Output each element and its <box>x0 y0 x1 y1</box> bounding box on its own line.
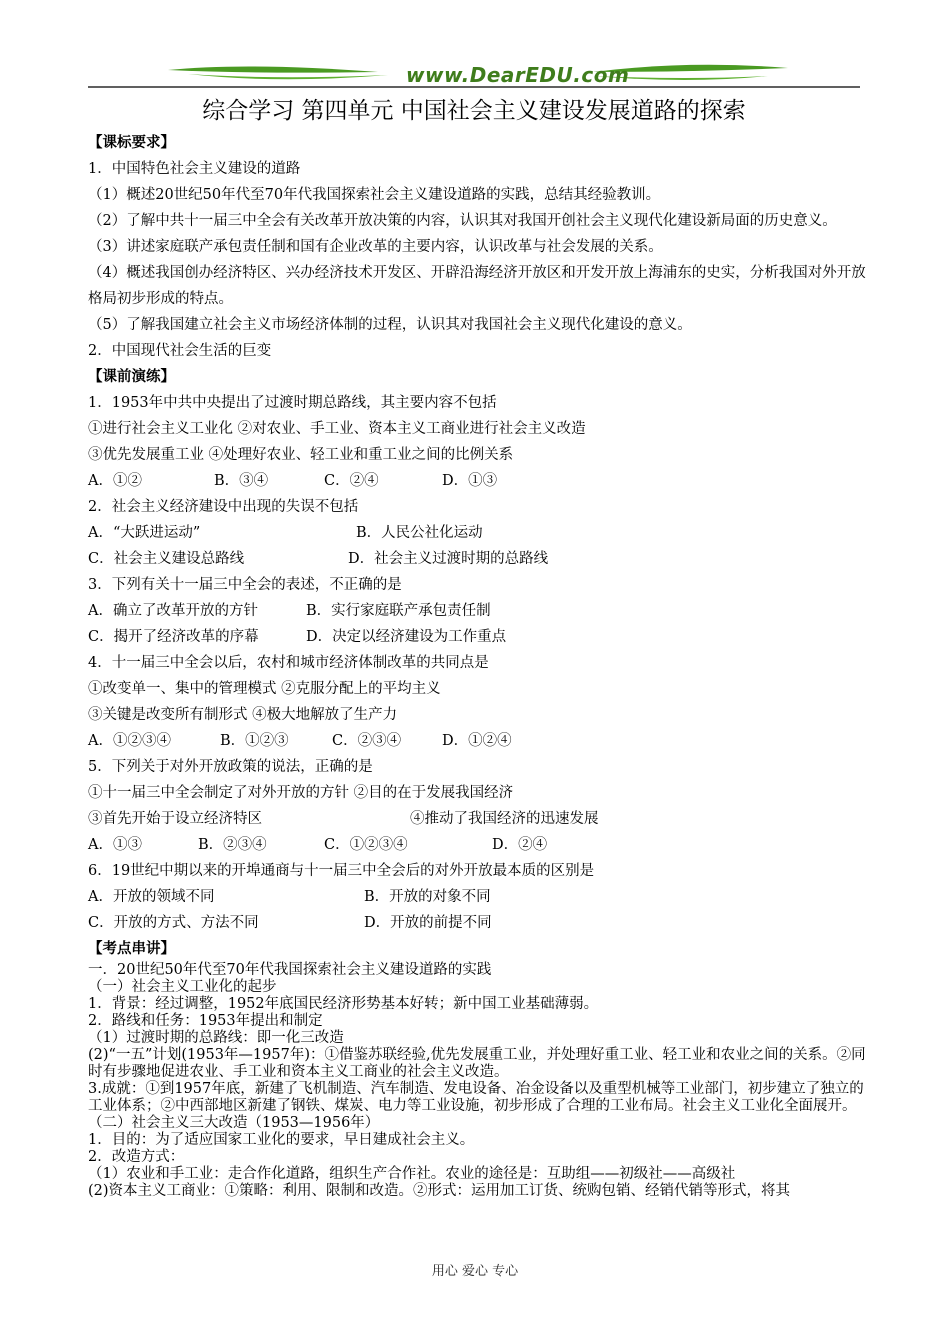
option-d: D．①②④ <box>442 733 512 749</box>
option-c: C．①②③④ <box>324 837 408 853</box>
document-body <box>88 130 866 1200</box>
option-d: D．①③ <box>442 473 498 489</box>
option-c: C．②③④ <box>332 733 402 749</box>
paragraph: （1）概述20世纪50年代至70年代我国探索社会主义建设道路的实践，总结其经验教训。 <box>88 187 661 203</box>
paragraph: 1．目的：为了适应国家工业化的要求，早日建成社会主义。 <box>88 1132 475 1148</box>
paragraph: （二）社会主义三大改造（1953—1956年） <box>88 1115 380 1131</box>
answer-options <box>88 832 866 858</box>
question-item: ①十一届三中全会制定了对外开放的方针 ②目的在于发展我国经济 <box>88 785 514 801</box>
option-c: C．开放的方式、方法不同 <box>88 915 259 931</box>
answer-options <box>88 468 866 494</box>
paragraph: （2）了解中共十一届三中全会有关改革开放决策的内容，认识其对我国开创社会主义现代化建设新局面的历史意义。 <box>88 213 837 229</box>
option-b: B．①②③ <box>220 733 289 749</box>
question-item: ③优先发展重工业 ④处理好农业、轻工业和重工业之间的比例关系 <box>88 447 514 463</box>
paragraph: (2)“一五”计划(1953年—1957年)：①借鉴苏联经验,优先发展重工业，并处理好重工业、轻工业和农业之间的关系。②同时有步骤地促进农业、手工业和资本主义工商业的社会主义改造。 <box>88 1047 866 1080</box>
paragraph: （4）概述我国创办经济特区、兴办经济技术开发区、开辟沿海经济开放区和开发开放上海浦东的史实，分析我国对外开放格局初步形成的特点。 <box>88 265 866 307</box>
option-d: D．②④ <box>492 837 548 853</box>
answer-options <box>88 598 866 624</box>
option-c: C．揭开了经济改革的序幕 <box>88 629 259 645</box>
paragraph: （一）社会主义工业化的起步 <box>88 979 277 995</box>
question-stem: 2．社会主义经济建设中出现的失误不包括 <box>88 499 359 515</box>
paragraph: 2．改造方式： <box>88 1149 185 1165</box>
paragraph: (2)资本主义工商业：①策略：利用、限制和改造。②形式：运用加工订货、统购包销、经销代销等形式，将其 <box>88 1183 791 1199</box>
question-stem: 5．下列关于对外开放政策的说法，正确的是 <box>88 759 373 775</box>
paragraph: （1）农业和手工业：走合作化道路，组织生产合作社。农业的途径是：互助组——初级社——高级社 <box>88 1166 736 1182</box>
paragraph: 3.成就：①到1957年底，新建了飞机制造、汽车制造、发电设备、冶金设备以及重型机械等工业部门，初步建立了独立的工业体系；②中西部地区新建了钢铁、煤炭、电力等工业设施，初步形成了合理的工业布局。社会主义工业化全面展开。 <box>88 1081 864 1114</box>
paragraph: 一．20世纪50年代至70年代我国探索社会主义建设道路的实践 <box>88 962 492 978</box>
question-item-part: ④推动了我国经济的迅速发展 <box>410 811 599 827</box>
question-item: ①改变单一、集中的管理模式 ②克服分配上的平均主义 <box>88 681 441 697</box>
answer-options <box>88 728 866 754</box>
question-item-part: ③首先开始于设立经济特区 <box>88 811 262 827</box>
question-stem: 4．十一届三中全会以后，农村和城市经济体制改革的共同点是 <box>88 655 489 671</box>
section-heading: 【考点串讲】 <box>88 941 175 957</box>
option-d: D．开放的前提不同 <box>364 915 492 931</box>
answer-options <box>88 910 866 936</box>
answer-options <box>88 624 866 650</box>
paragraph: 1．背景：经过调整，1952年底国民经济形势基本好转；新中国工业基础薄弱。 <box>88 996 599 1012</box>
option-d: D．决定以经济建设为工作重点 <box>306 629 507 645</box>
answer-options <box>88 520 866 546</box>
site-header-banner <box>88 58 860 90</box>
document-title: 综合学习 第四单元 中国社会主义建设发展道路的探索 <box>202 98 746 124</box>
paragraph: （3）讲述家庭联产承包责任制和国有企业改革的主要内容，认识改革与社会发展的关系。 <box>88 239 663 255</box>
site-logo-text: www.DearEDU.com <box>406 63 630 87</box>
question-item <box>88 806 866 832</box>
option-b: B．开放的对象不同 <box>364 889 491 905</box>
option-c: C．社会主义建设总路线 <box>88 551 245 567</box>
option-a: A．开放的领域不同 <box>88 889 215 905</box>
option-b: B．③④ <box>214 473 269 489</box>
answer-options <box>88 546 866 572</box>
question-item: ①进行社会主义工业化 ②对农业、手工业、资本主义工商业进行社会主义改造 <box>88 421 586 437</box>
section-heading: 【课标要求】 <box>88 135 175 151</box>
option-a: A．“大跃进运动” <box>88 525 201 541</box>
option-b: B．人民公社化运动 <box>356 525 483 541</box>
paragraph: （1）过渡时期的总路线：即一化三改造 <box>88 1030 344 1046</box>
option-d: D．社会主义过渡时期的总路线 <box>348 551 549 567</box>
option-a: A．①③ <box>88 837 142 853</box>
answer-options <box>88 884 866 910</box>
section-heading: 【课前演练】 <box>88 369 175 385</box>
question-item: ③关键是改变所有制形式 ④极大地解放了生产力 <box>88 707 398 723</box>
paragraph: （5）了解我国建立社会主义市场经济体制的过程，认识其对我国社会主义现代化建设的意义。 <box>88 317 692 333</box>
option-a: A．确立了改革开放的方针 <box>88 603 258 619</box>
page-footer: 用心 爱心 专心 <box>431 1264 519 1279</box>
option-b: B．②③④ <box>198 837 267 853</box>
paragraph: 2．路线和任务：1953年提出和制定 <box>88 1013 323 1029</box>
option-a: A．①②③④ <box>88 733 171 749</box>
paragraph: 1．中国特色社会主义建设的道路 <box>88 161 301 177</box>
option-b: B．实行家庭联产承包责任制 <box>306 603 491 619</box>
option-c: C．②④ <box>324 473 379 489</box>
option-a: A．①② <box>88 473 142 489</box>
question-stem: 6．19世纪中期以来的开埠通商与十一届三中全会后的对外开放最本质的区别是 <box>88 863 595 879</box>
paragraph: 2．中国现代社会生活的巨变 <box>88 343 272 359</box>
question-stem: 3．下列有关十一届三中全会的表述，不正确的是 <box>88 577 402 593</box>
question-stem: 1．1953年中共中央提出了过渡时期总路线，其主要内容不包括 <box>88 395 497 411</box>
